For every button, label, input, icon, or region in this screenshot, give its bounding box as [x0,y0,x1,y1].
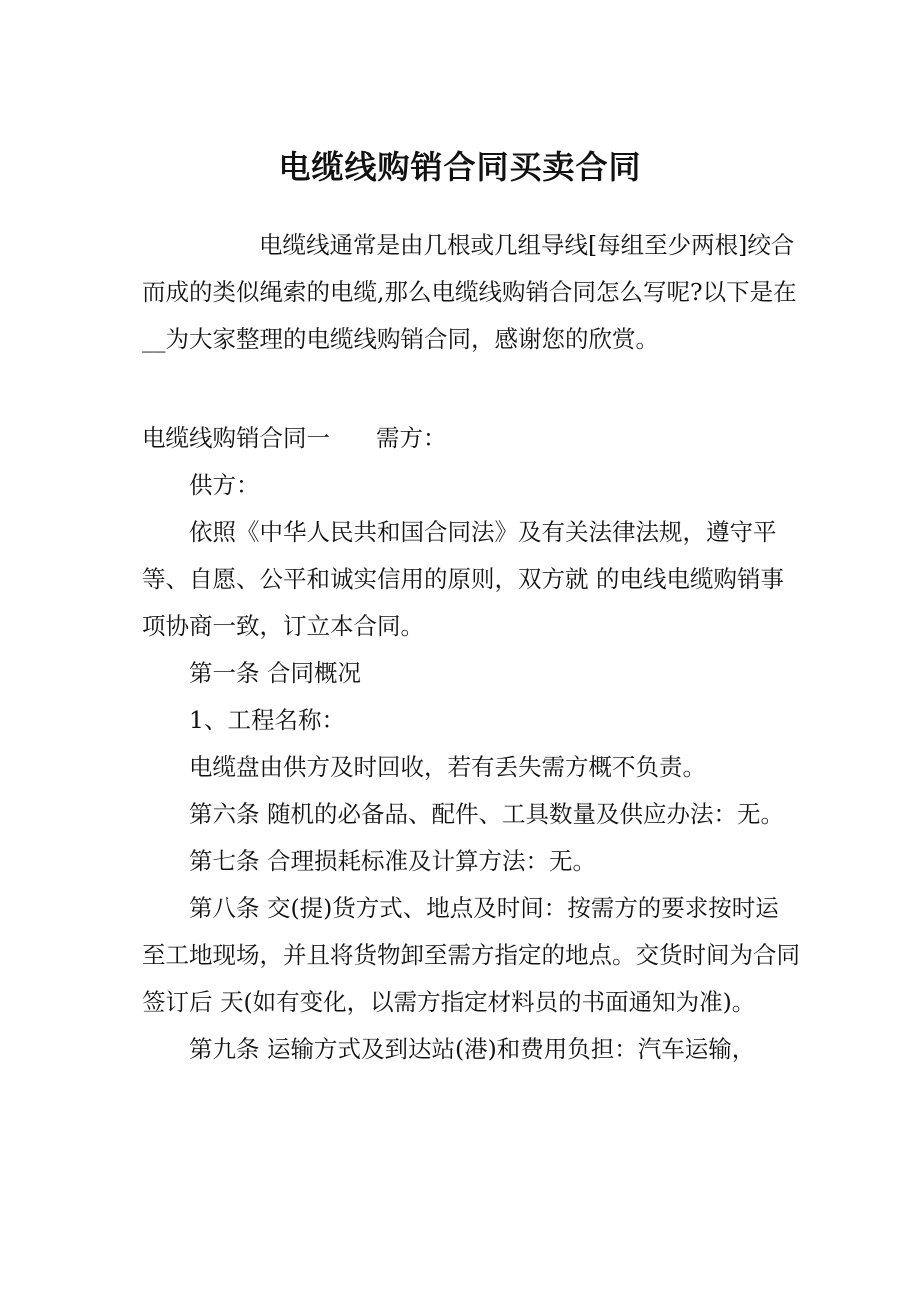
article-1-heading: 第一条 合同概况 [189,659,361,687]
article-8-paragraph: 第八条 交(提)货方式、地点及时间：按需方的要求按时运至工地现场，并且将货物卸至需方指定的地点。交货时间为合同签订后 天(如有变化，以需方指定材料员的书面通知为准)。 [142,894,800,1016]
supplier-label: 供方： [189,471,260,499]
buyer-label: 需方： [376,424,447,452]
intro-paragraph: 电缆线通常是由几根或几组导线[每组至少两根]绞合而成的类似绳索的电缆,那么电缆线购销合同怎么写呢?以下是在__为大家整理的电缆线购销合同，感谢您的欣赏。 [142,231,797,353]
cable-drum-paragraph: 电缆盘由供方及时回收，若有丢失需方概不负责。 [189,753,706,781]
article-6-paragraph: 第六条 随机的必备品、配件、工具数量及供应办法：无。 [189,800,784,828]
article-7-paragraph: 第七条 合理损耗标准及计算方法：无。 [189,847,596,875]
document-title: 电缆线购销合同买卖合同 [278,148,642,186]
section-heading-line [142,415,802,462]
project-name-item: 1、工程名称： [189,706,345,734]
section-heading: 电缆线购销合同一 [142,424,330,452]
contract-body [142,415,802,1073]
preamble-paragraph: 依照《中华人民共和国合同法》及有关法律法规，遵守平等、自愿、公平和诚实信用的原则，双方就 的电线电缆购销事项协商一致，订立本合同。 [142,518,784,640]
article-9-paragraph: 第九条 运输方式及到达站(港)和费用负担：汽车运输， [189,1035,756,1063]
